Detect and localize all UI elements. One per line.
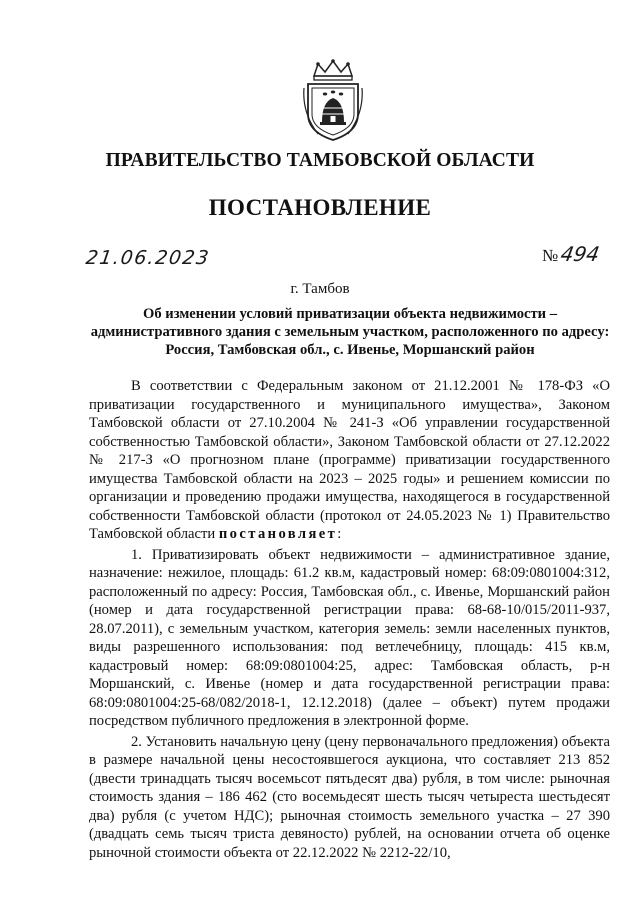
paragraph-2: 2. Установить начальную цену (цену первоначального предложения) объекта в размере начальной цены несостоявшегося аукциона, что составляет 213 852 (двести тринадцать тысяч восемьсот пятьдесят два) рубля, в том числе: рыночная стоимость здания – 186 462 (сто восемьдесят шесть тысяч четыреста шестьдесят два) рубля (с учетом НДС); рыночная стоимость земельного участка – 27 390 (двадцать семь тысяч триста девяносто) рублей, на основании отчета об оценке рыночной стоимости объекта от 22.12.2022 № 2212-22/10,	[89, 733, 610, 861]
government-title: ПРАВИТЕЛЬСТВО ТАМБОВСКОЙ ОБЛАСТИ	[105, 150, 535, 171]
decree-colon: :	[337, 526, 342, 542]
city: г. Тамбов	[290, 281, 350, 297]
preamble-text: В соответствии с Федеральным законом от 21.12.2001 № 178-ФЗ «О приватизации государственного и муниципального имущества», Законом Тамбовской области от 27.10.2004 № 241-З «Об управлении государственной собственностью Тамбовской области», Законом Тамбовской области от 27.12.2022 № 217-З «О прогнозном плане (программе) приватизации государственного имущества Тамбовской области на 2023 – 2025 годы» и решением комиссии по организации и проведению продажи имущества, находящегося в государственной собственности Тамбовской области (протокол от 24.05.2023 № 1) Правительство Тамбовской области	[89, 378, 610, 542]
subject-title: Об изменении условий приватизации объекта недвижимости – административного здания с земельным участком, расположенного по адресу: Россия, Тамбовская обл., с. Ивенье, Моршанский район	[90, 306, 610, 358]
decree-word: постановляет	[218, 526, 338, 542]
document-number	[542, 242, 602, 266]
document-type: ПОСТАНОВЛЕНИЕ	[208, 195, 432, 220]
document-body	[89, 377, 610, 862]
paragraph-1: 1. Приватизировать объект недвижимости – административное здание, назначение: нежилое, площадь: 61.2 кв.м, кадастровый номер: 68:09:0801004:312, расположенный по адресу: Россия, Тамбовская обл., с. Ивенье, Моршанский район (номер и дата государственной регистрации права: 68-68-10/015/2011-937, 28.07.2011), с земельным участком, категория земель: земли населенных пунктов, виды разрешенного использования: под ветлечебницу, площадь: 415 кв.м, кадастровый номер: 68:09:0801004:25, адрес: Тамбовская область, р-н Моршанский, с. Ивенье (номер и дата государственной регистрации права: 68:09:0801004:25-68/082/2018-1, 12.12.2018) (далее – объект) путем продажи посредством публичного предложения в электронной форме.	[89, 546, 610, 729]
handwritten-date: 21.06.2023	[84, 247, 212, 269]
coat-of-arms-icon	[300, 58, 366, 142]
number-sign: №	[542, 246, 559, 265]
handwritten-number: 494	[559, 242, 602, 266]
preamble-paragraph	[89, 377, 610, 544]
